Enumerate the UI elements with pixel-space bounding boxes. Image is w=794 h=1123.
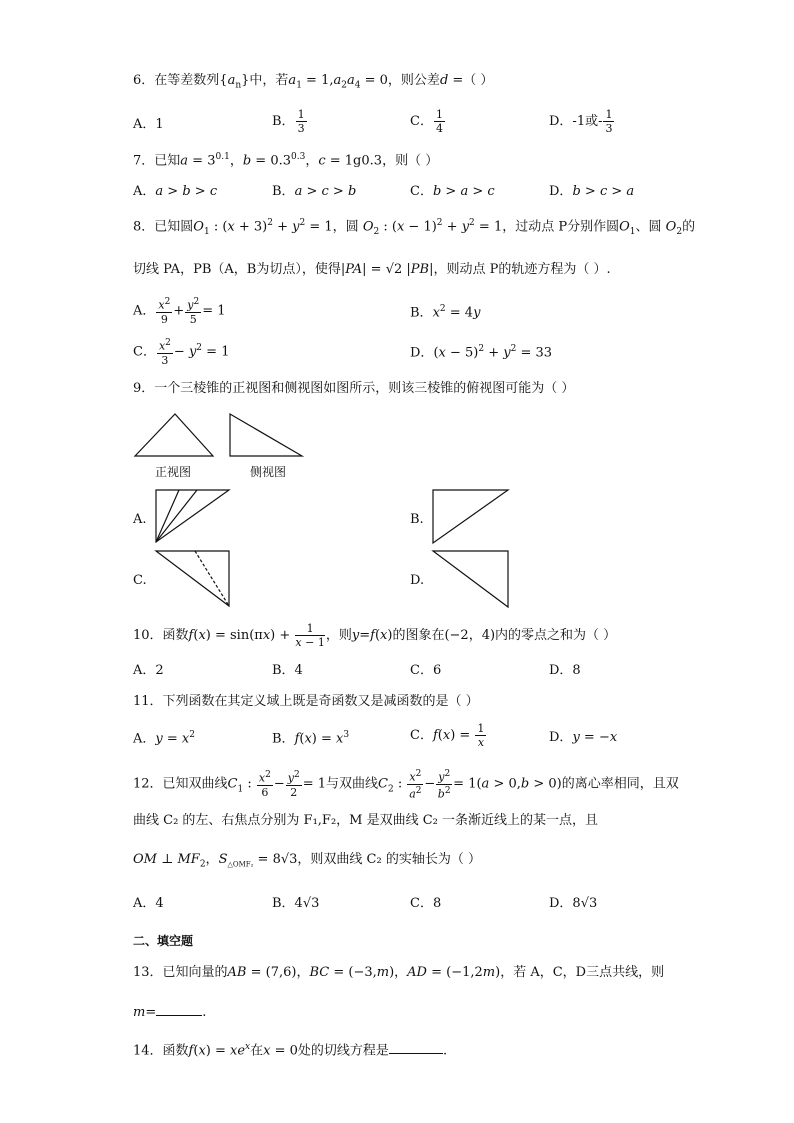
q10-end: 内的零点之和为（ ） (495, 628, 617, 643)
q10-option-b[interactable] (272, 664, 303, 677)
question-8-line-2: 切线 PA，PB（A，B为切点），使得|PA| = √2 |PB|，则动点 P的轨迹方程为（ ）. (133, 262, 611, 277)
q12-option-b-label: B．4 (272, 896, 303, 911)
q10-option-a-label: A．2 (133, 663, 164, 678)
q11-text: 11．下列函数在其定义域上既是奇函数又是减函数的是（ ） (133, 694, 479, 709)
q12-option-b[interactable]: B．4√3 (272, 896, 320, 911)
q6-option-d-label: D．-1或- (549, 114, 603, 129)
side-view-label: 侧视图 (250, 465, 287, 479)
q6-suffix: ，则公差 (387, 73, 440, 88)
q10-option-c-label: C．6 (410, 663, 442, 678)
q6-tail: （ ） (463, 73, 494, 88)
q6-option-a-label: A．1 (133, 117, 164, 132)
q11-option-d-label: D． (549, 730, 573, 745)
q8-option-c-label: C． (133, 344, 156, 360)
q12-option-c-label: C．8 (410, 896, 442, 911)
question-11 (133, 695, 479, 708)
question-12-line-3: OM ⊥ $MF_2$，$S_{\triangle OMF_2} = 8√3$，则双曲线 C₂ 的实轴长为（ ） (133, 852, 481, 870)
q12-line3-tail: ，则双曲线 C₂ 的实轴长为（ ） (297, 852, 481, 867)
q8-option-b-label: B． (410, 305, 433, 321)
q12-option-c[interactable] (410, 897, 441, 910)
q10-tail: 的图象在 (392, 628, 445, 643)
q13-tail: ，若 A，C，D三点共线，则 (500, 965, 665, 980)
question-13-line-1: 13．已知向量的AB = (7,6)，BC = (−3,m)，AD = (−1,2m)，若 A，C，D三点共线，则 (133, 965, 665, 980)
q7-option-c-label: C． (410, 184, 433, 199)
q6-option-c-label: C． (410, 114, 433, 129)
side-view-figure (228, 412, 308, 460)
q12-option-a[interactable] (133, 897, 164, 910)
q7-option-c[interactable]: C．b > a > c (410, 184, 495, 199)
question-7: 7．已知$a = 3^{0.1}$，$b = 0.3^{0.3}$，c = 1g0.3，则（ ） (133, 152, 439, 169)
q6-prefix: 6．在等差数列 (133, 73, 220, 88)
q9-text: 9．一个三棱锥的正视图和侧视图如图所示，则该三棱锥的俯视图可能为（ ） (133, 381, 575, 396)
q7-option-d-label: D． (549, 184, 573, 199)
q8-option-c[interactable]: C． $\frac{x^2}{3}$ − $y^2 = 1$ (133, 338, 230, 367)
q7-tail: ，则（ ） (382, 153, 439, 169)
q13-prefix: 13．已知向量的 (133, 965, 228, 980)
q8-option-d[interactable]: D．$(x - 5)^2 + y^2 = 33$ (410, 344, 553, 361)
q10-option-d-label: D．8 (549, 663, 581, 678)
q14-mid: 在 (250, 1043, 264, 1059)
q14-answer-blank[interactable] (389, 1053, 443, 1054)
question-14: 14．函数$f(x) = xe^x$在x = 0处的切线方程是 . (133, 1042, 448, 1059)
q11-option-a[interactable]: A．$y = x^2$ (133, 730, 195, 747)
q14-prefix: 14．函数 (133, 1043, 189, 1059)
q6-option-d[interactable]: D．-1或- $\frac{1}{3}$ (549, 108, 613, 135)
front-view-figure (133, 412, 218, 460)
q12-prefix: 12．已知双曲线 (133, 776, 228, 792)
q6-option-c[interactable]: C． $\frac{1}{4}$ (410, 108, 443, 135)
q7-option-d[interactable]: D．b > c > a (549, 184, 635, 199)
q8-line2-tail: ，则动点 P的轨迹方程为（ ）. (433, 262, 611, 277)
question-9 (133, 382, 574, 395)
q11-option-b-label: B． (272, 731, 295, 747)
front-view-label: 正视图 (155, 465, 192, 479)
q8-option-b[interactable]: B．$x^2 = 4y$ (410, 304, 481, 321)
q10-mid: ，则 (325, 628, 352, 643)
q7-prefix: 7．已知 (133, 153, 181, 169)
q8-option-a-label: A． (133, 303, 156, 319)
q8-line1-tail: ，过动点 P分别作圆 (502, 219, 620, 235)
q9-option-c-figure (155, 550, 235, 610)
q9-option-d-figure (432, 550, 512, 610)
q11-option-c[interactable]: C．f(x) = $\frac{1}{x}$ (410, 722, 485, 749)
q9-option-b-label: B. (410, 512, 424, 527)
q6-option-a[interactable] (133, 118, 164, 131)
q9-option-d-label: D. (410, 573, 425, 588)
q12-option-d[interactable]: D．8√3 (549, 896, 598, 911)
question-10: 10．函数f(x) = sin(πx) + $\frac{1}{x - 1}$ ，则y=f(x)的图象在(−2，4)内的零点之和为（ ） (133, 622, 617, 649)
q10-prefix: 10．函数 (133, 628, 189, 643)
q6-option-b-label: B． (272, 114, 295, 129)
q13-answer-blank[interactable] (156, 1015, 202, 1016)
q7-option-b[interactable]: B．a > c > b (272, 184, 357, 199)
q9-option-b-figure (432, 489, 512, 545)
q11-option-d[interactable]: D．y = −x (549, 730, 618, 745)
q9-option-c-label: C. (133, 573, 147, 588)
q6-mid: 中，若 (249, 73, 289, 88)
q7-option-b-label: B． (272, 184, 295, 199)
question-8-line-1: 8．已知圆$O_1$ : $(x + 3)^2 + y^2 = 1$，圆 $O_2$ : $(x - 1)^2 + y^2 = 1$，过动点 P分别作圆$O_1$、圆 $O_2$的 (133, 218, 696, 237)
q12-option-d-label: D．8 (549, 896, 581, 911)
q9-option-c[interactable] (133, 574, 147, 587)
question-13-line-2 (133, 1006, 206, 1019)
q11-option-b[interactable]: B．$f(x) = x^3$ (272, 730, 350, 747)
q10-option-a[interactable] (133, 664, 164, 677)
question-6: 6．在等差数列$\{a_n\}$中，若$a_1 = 1,a_2a_4 = 0$，则公差d =（ ） (133, 73, 494, 91)
q8-line1-end: 的 (682, 219, 696, 235)
q9-option-b[interactable] (410, 513, 424, 526)
q13-line2-end: . (202, 1005, 207, 1020)
section-fill-in-title: 二、填空题 (133, 934, 194, 948)
q9-option-d[interactable] (410, 574, 424, 587)
q9-option-a-label: A. (133, 512, 147, 527)
q6-option-b[interactable]: B． $\frac{1}{3}$ (272, 108, 305, 135)
q7-option-a[interactable]: A．a > b > c (133, 184, 218, 199)
q12-line2: 曲线 C₂ 的左、右焦点分别为 F₁,F₂，M 是双曲线 C₂ 一条渐近线上的某一点，且 (133, 813, 599, 828)
q9-option-a[interactable] (133, 513, 147, 526)
q12-mid: 与双曲线 (326, 776, 379, 792)
q13-m-label: m= (133, 1005, 157, 1020)
q11-option-c-label: C． (410, 728, 433, 743)
q7-option-a-label: A． (133, 184, 156, 199)
q14-tail: 处的切线方程是 (297, 1043, 389, 1059)
q10-option-b-label: B．4 (272, 663, 303, 678)
q8-option-a[interactable]: A． $\frac{x^2}{9}$ + $\frac{y^2}{5}$ = 1 (133, 297, 226, 326)
question-12-line-2 (133, 814, 598, 827)
q11-option-a-label: A． (133, 731, 156, 747)
q8-option-d-label: D． (410, 345, 434, 361)
q9-option-a-figure (155, 489, 233, 545)
q12-tail: 的离心率相同，且双 (561, 776, 679, 792)
q8-prefix: 8．已知圆 (133, 219, 194, 235)
q10-option-c[interactable] (410, 664, 441, 677)
q8-line2-prefix: 切线 PA，PB（A，B为切点），使得 (133, 262, 341, 277)
q12-option-a-label: A．4 (133, 896, 164, 911)
q10-option-d[interactable] (549, 664, 581, 677)
q14-end: . (442, 1043, 448, 1059)
question-12-line-1: 12．已知双曲线$C_1$ : $\frac{x^2}{6}$ − $\frac{y^2}{2}$ = 1与双曲线$C_2$ : $\frac{x^2}{a^2}$ − $\frac{y^2}{b^2}$ = 1(a > 0,b > 0)的离心率相同，且双 (133, 769, 679, 801)
